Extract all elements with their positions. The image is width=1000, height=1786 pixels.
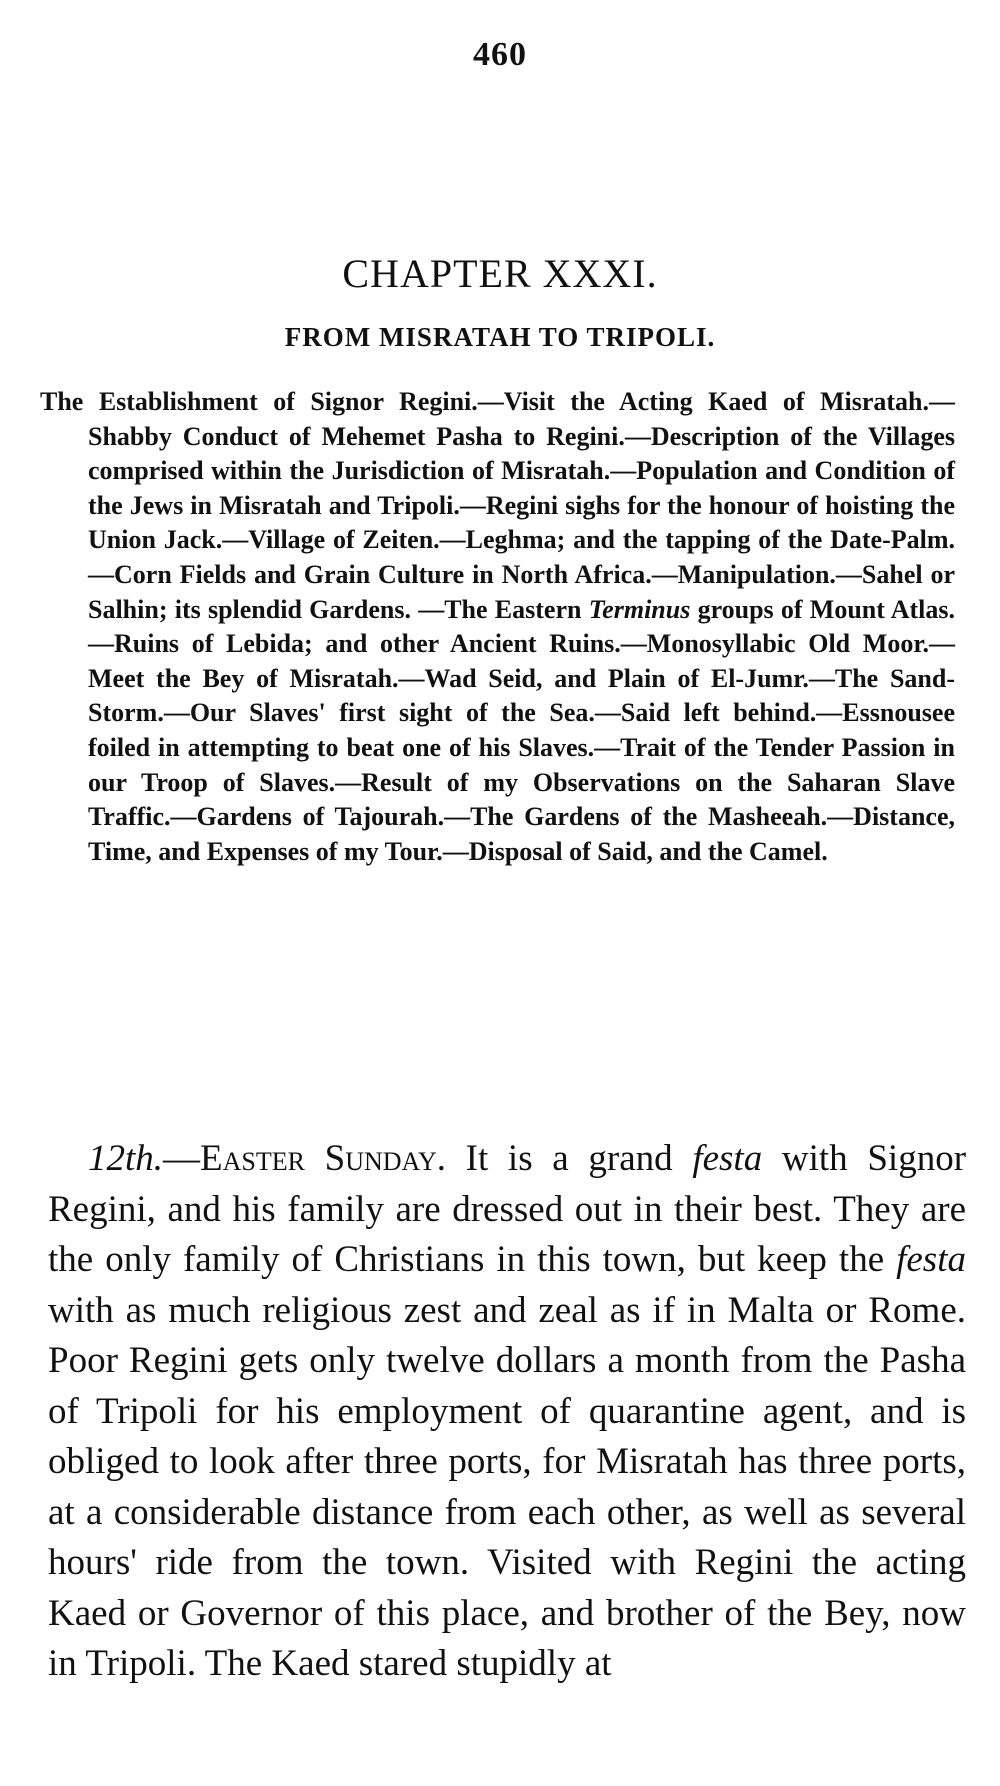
chapter-title: CHAPTER XXXI. <box>342 251 658 296</box>
body-text <box>48 1134 966 1690</box>
entry-dash: — <box>163 1138 201 1179</box>
body-text-part2: with Signor Regini, and his family are dressed out in their best. They are the only family of Christians in this town, but keep the <box>48 1138 967 1280</box>
chapter-subtitle: FROM MISRATAH TO TRIPOLI. <box>284 322 716 352</box>
synopsis-italic-term: Terminus <box>588 594 691 624</box>
page-number: 460 <box>473 36 527 73</box>
entry-heading: Easter Sunday. <box>200 1138 446 1179</box>
italic-festa-1: festa <box>692 1138 763 1179</box>
body-text-part1: It is a grand <box>445 1138 693 1179</box>
synopsis-text-part1: The Establishment of Signor Regini.—Visit the Acting Kaed of Misratah.—Shabby Conduct of Mehemet Pasha to Regini.—Description of the Villages comprised within the Jurisdiction of Misratah.—Population and Condition of the Jews in Misratah and Tripoli.—Regini sighs for the honour of hoisting the Union Jack.—Village of Zeiten.—Leghma; and the tapping of the Date-Palm.—Corn Fields and Grain Culture in North Africa.—Manipulation.—Sahel or Salhin; its splendid Gardens. —The Eastern <box>40 387 955 624</box>
synopsis-text-part2: groups of Mount Atlas.—Ruins of Lebida; and other Ancient Ruins.—Monosyllabic Old Moor.—Meet the Bey of Misratah.—Wad Seid, and Plain of El-Jumr.—The Sand-Storm.—Our Slaves' first sight of the Sea.—Said left behind.—Essnousee foiled in attempting to beat one of his Slaves.—Trait of the Tender Passion in our Troop of Slaves.—Result of my Observations on the Saharan Slave Traffic.—Gardens of Tajourah.—The Gardens of the Masheeah.—Distance, Time, and Expenses of my Tour.—Disposal of Said, and the Camel. <box>88 594 955 866</box>
chapter-synopsis <box>40 385 955 869</box>
italic-festa-2: festa <box>896 1239 966 1280</box>
body-paragraph <box>48 1134 966 1690</box>
body-text-part3: with as much religious zest and zeal as if in Malta or Rome. Poor Regini gets only twelve dollars a month from the Pasha of Tripoli for his employment of quarantine agent, and is obliged to look after three ports, for Misratah has three ports, at a considerable distance from each other, as well as several hours' ride from the town. Visited with Regini the acting Kaed or Governor of this place, and brother of the Bey, now in Tripoli. The Kaed stared stupidly at <box>48 1289 966 1684</box>
entry-date: 12th. <box>88 1138 164 1179</box>
